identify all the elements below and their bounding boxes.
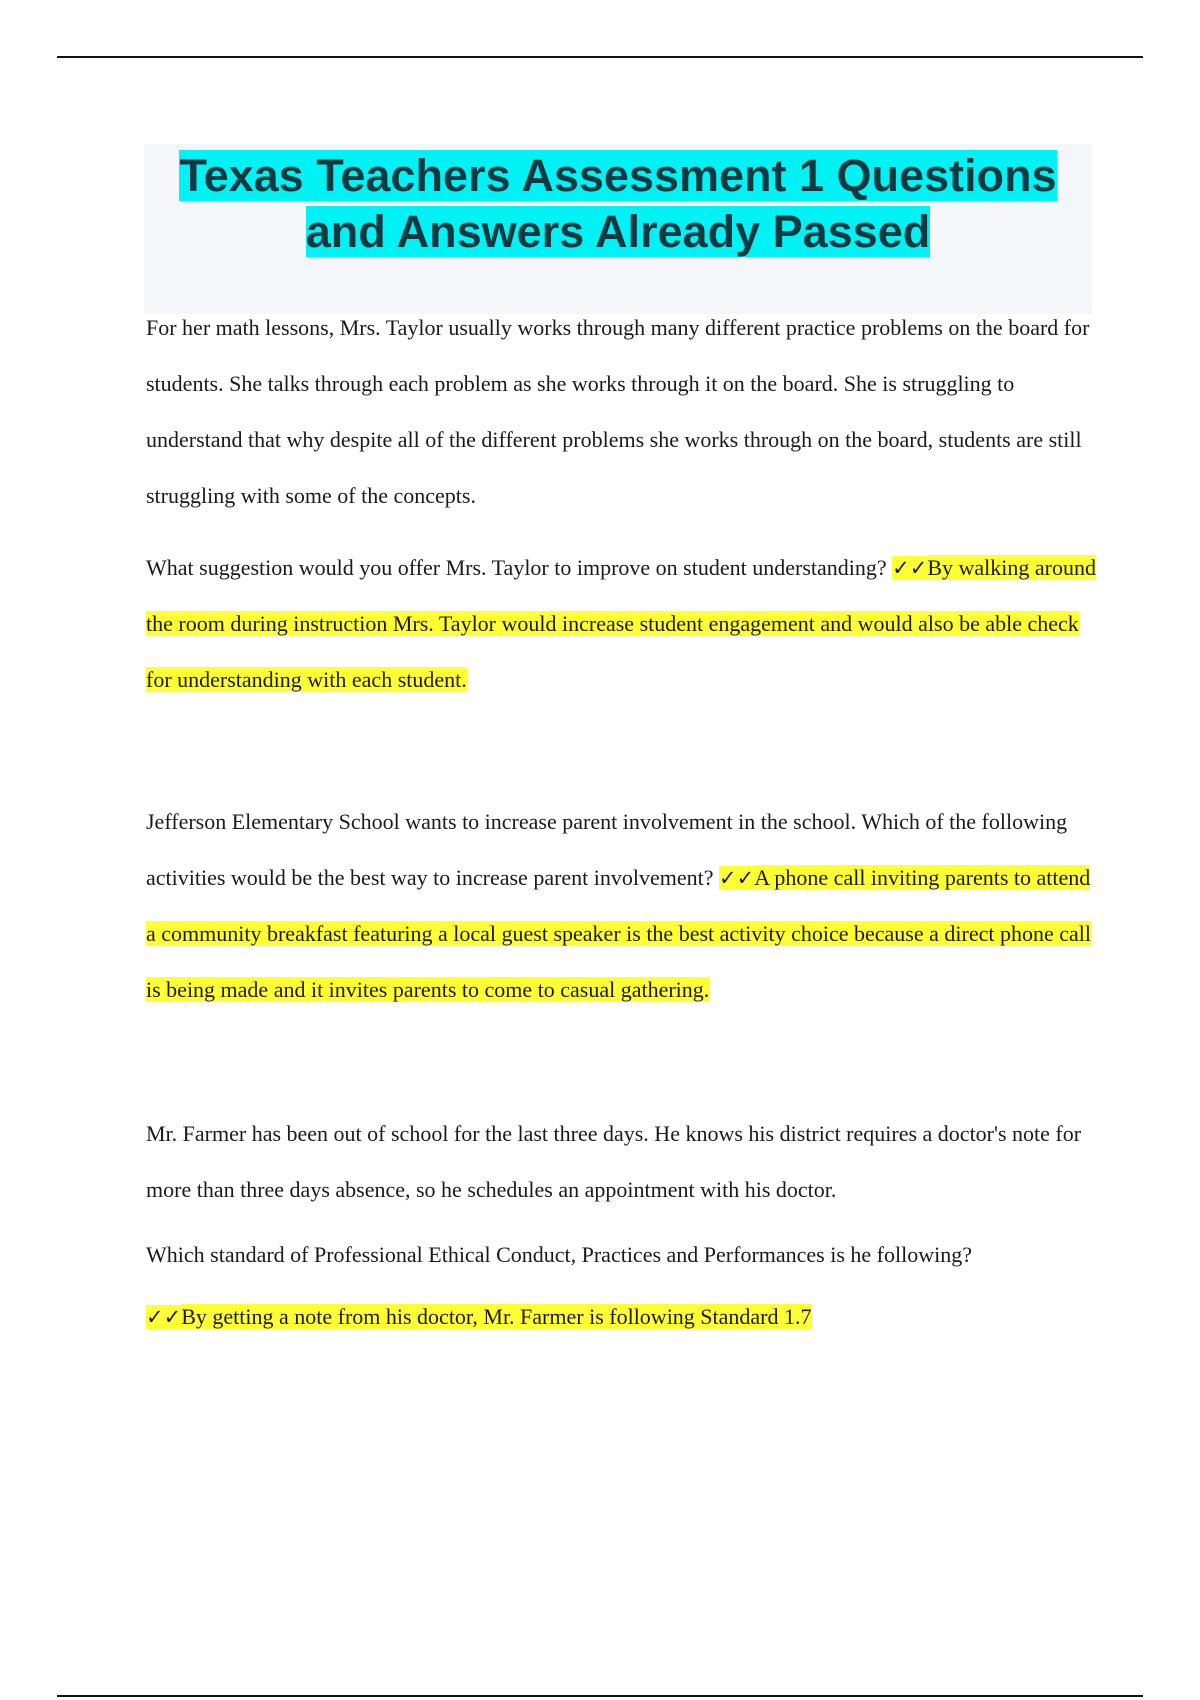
question-1-prompt: For her math lessons, Mrs. Taylor usually works through many different practice problems on the board for students. She talks through each problem as she works through it on the board. She is struggling to understand that why despite all of the different problems she works through on the board, students are still struggling with some of the concepts.: [146, 315, 1090, 508]
answer-3-text: By getting a note from his doctor, Mr. Farmer is following Standard 1.7: [181, 1304, 812, 1329]
answer-2-text: A phone call inviting parents to attend a community breakfast featuring a local guest speaker is the best activity choice because a direct phone call is being made and it invites parents to come to casual gathering.: [146, 865, 1092, 1002]
question-1-text: What suggestion would you offer Mrs. Taylor to improve on student understanding?: [146, 555, 887, 580]
top-rule: [57, 56, 1143, 58]
document-body: [146, 300, 1096, 1348]
question-3-text: Which standard of Professional Ethical Conduct, Practices and Performances is he following?: [146, 1242, 972, 1267]
answer-2-checkmark-icon: ✓✓: [719, 866, 755, 890]
title-line-1: Texas Teachers Assessment 1 Questions: [179, 150, 1057, 201]
answer-3-checkmark-icon: ✓✓: [146, 1305, 182, 1329]
question-3: [146, 1224, 1096, 1348]
question-3-prompt: Mr. Farmer has been out of school for the last three days. He knows his district requires a doctor's note for more than three days absence, so he schedules an appointment with his doctor.: [146, 1121, 1082, 1202]
question-2-text: Jefferson Elementary School wants to increase parent involvement in the school. Which of the following activities would be the best way to increase parent involvement?: [146, 809, 1068, 890]
question-2: [146, 794, 1096, 1018]
document-title: [144, 144, 1092, 260]
title-line-2: and Answers Already Passed: [305, 206, 931, 257]
bottom-rule: [57, 1695, 1143, 1697]
answer-1-checkmark-icon: ✓✓: [892, 556, 928, 580]
title-box: [144, 144, 1092, 314]
answer-1-text: By walking around the room during instruction Mrs. Taylor would increase student engagement and would also be able check for understanding with each student.: [146, 555, 1097, 692]
question-1: [146, 540, 1096, 708]
